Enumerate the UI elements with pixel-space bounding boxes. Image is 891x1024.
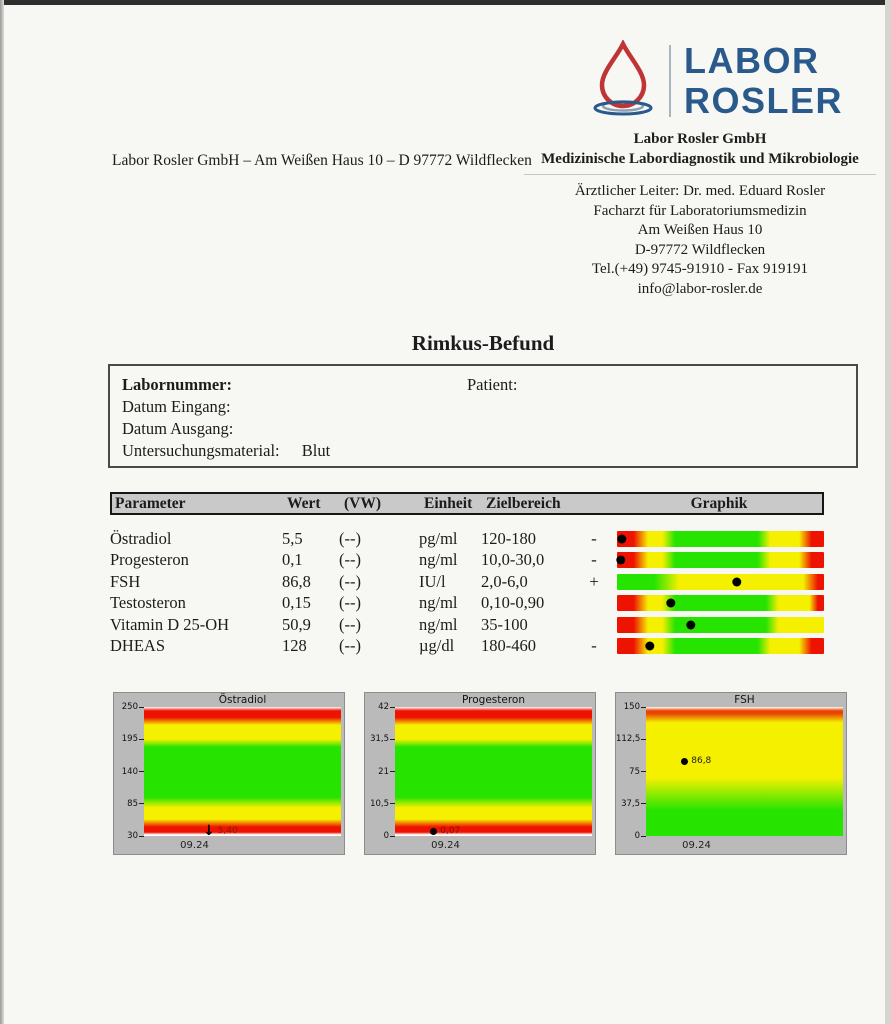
lab-header-divider bbox=[524, 174, 876, 175]
lab-specialty-line: Facharzt für Laboratoriumsmedizin bbox=[593, 202, 807, 219]
y-tick: 140 bbox=[114, 767, 144, 777]
vw-cell: (--) bbox=[339, 571, 361, 591]
trend-chart-panel bbox=[113, 692, 345, 855]
y-tick: 10,5 bbox=[365, 799, 395, 809]
blood-drop-icon bbox=[590, 40, 656, 121]
vw-cell: (--) bbox=[339, 636, 361, 656]
logo-line-1: LABOR bbox=[684, 39, 820, 81]
lab-subtitle: Medizinische Labordiagnostik und Mikrobiologie bbox=[541, 150, 859, 167]
chart-yticks bbox=[114, 702, 144, 841]
report-title: Rimkus-Befund bbox=[411, 331, 555, 355]
y-tick: 37,5 bbox=[616, 799, 646, 809]
result-marker-icon bbox=[645, 642, 654, 651]
chart-yticks bbox=[616, 702, 646, 841]
y-tick: 112,5 bbox=[616, 734, 646, 744]
material-label: Untersuchungsmaterial: bbox=[122, 441, 280, 460]
wert-cell: 5,5 bbox=[282, 528, 303, 548]
dot-marker-icon bbox=[430, 828, 437, 835]
table-row bbox=[110, 550, 824, 572]
logo-line-2: ROSLER bbox=[684, 79, 844, 121]
range-bar bbox=[617, 638, 824, 654]
header-graphik: Graphik bbox=[690, 494, 748, 512]
table-row bbox=[110, 571, 824, 593]
vw-cell: (--) bbox=[339, 614, 361, 634]
einheit-cell: ng/ml bbox=[419, 550, 458, 570]
header-wert: Wert bbox=[287, 494, 321, 512]
lab-director-line: Ärztlicher Leiter: Dr. med. Eduard Rosler bbox=[574, 183, 826, 199]
dot-marker-icon bbox=[681, 758, 688, 765]
table-row bbox=[110, 528, 824, 550]
zielbereich-cell: 0,10-0,90 bbox=[481, 593, 545, 613]
header-vw: (VW) bbox=[344, 494, 382, 512]
chart-yticks bbox=[365, 702, 395, 841]
header-zielbereich: Zielbereich bbox=[486, 494, 561, 512]
trend-charts-row bbox=[113, 692, 847, 855]
y-tick: 30 bbox=[114, 831, 144, 841]
einheit-cell: µg/dl bbox=[419, 636, 455, 656]
logo-wordmark bbox=[684, 41, 843, 121]
marker-value-label: 5,40 bbox=[217, 825, 238, 836]
chart-x-axis-label: 09.24 bbox=[682, 840, 711, 851]
table-row bbox=[110, 593, 824, 615]
labornummer-row bbox=[122, 374, 856, 396]
range-bar bbox=[617, 617, 824, 633]
logo-divider bbox=[669, 45, 671, 117]
zielbereich-cell: 180-460 bbox=[481, 636, 536, 656]
chart-marker bbox=[681, 756, 711, 766]
material-row bbox=[122, 440, 856, 462]
results-table-header bbox=[110, 492, 824, 515]
marker-value-label: 0,07 bbox=[440, 826, 461, 837]
flag-cell: + bbox=[589, 571, 599, 591]
sender-address-line: Labor Rosler GmbH – Am Weißen Haus 10 – D 97772 Wildflecken bbox=[112, 152, 532, 169]
lab-street-line: Am Weißen Haus 10 bbox=[637, 222, 763, 238]
result-marker-icon bbox=[666, 599, 675, 608]
chart-plot bbox=[395, 707, 592, 836]
range-bar bbox=[617, 552, 824, 568]
scan-edge-left bbox=[0, 0, 4, 1024]
chart-x-axis-label: 09.24 bbox=[431, 840, 460, 851]
zielbereich-cell: 10,0-30,0 bbox=[481, 550, 545, 570]
parameter-cell: DHEAS bbox=[110, 636, 166, 656]
result-marker-icon bbox=[616, 556, 625, 565]
parameter-cell: FSH bbox=[110, 571, 141, 591]
y-tick: 150 bbox=[616, 702, 646, 712]
lab-phone-line: Tel.(+49) 9745-91910 - Fax 919191 bbox=[591, 261, 809, 277]
vw-cell: (--) bbox=[339, 593, 361, 613]
zielbereich-cell: 2,0-6,0 bbox=[481, 571, 528, 591]
chart-title: Progesteron bbox=[462, 694, 525, 706]
y-tick: 250 bbox=[114, 702, 144, 712]
header-parameter: Parameter bbox=[115, 494, 186, 512]
result-marker-icon bbox=[732, 577, 741, 586]
zielbereich-cell: 120-180 bbox=[481, 528, 536, 548]
scan-edge-right bbox=[885, 0, 891, 1024]
y-tick: 21 bbox=[365, 767, 395, 777]
y-tick: 195 bbox=[114, 734, 144, 744]
flag-cell: - bbox=[591, 550, 597, 570]
lab-header-block bbox=[518, 130, 882, 299]
result-marker-icon bbox=[687, 620, 696, 629]
parameter-cell: Progesteron bbox=[110, 550, 189, 570]
trend-chart-panel bbox=[615, 692, 847, 855]
wert-cell: 0,1 bbox=[282, 550, 303, 570]
chart-plot bbox=[646, 707, 843, 836]
parameter-cell: Östradiol bbox=[110, 528, 172, 548]
wert-cell: 50,9 bbox=[282, 614, 311, 634]
y-tick: 42 bbox=[365, 702, 395, 712]
flag-cell: - bbox=[591, 636, 597, 656]
patient-label: Patient: bbox=[467, 375, 518, 394]
labor-rosler-logo bbox=[590, 40, 843, 121]
einheit-cell: IU/l bbox=[419, 571, 446, 591]
chart-marker bbox=[202, 822, 238, 839]
wert-cell: 0,15 bbox=[282, 593, 311, 613]
parameter-cell: Vitamin D 25-OH bbox=[110, 614, 230, 634]
y-tick: 0 bbox=[365, 831, 395, 841]
down-arrow-icon: ↓ bbox=[202, 822, 215, 839]
vw-cell: (--) bbox=[339, 528, 361, 548]
result-marker-icon bbox=[617, 534, 626, 543]
chart-plot bbox=[144, 707, 341, 839]
lab-name: Labor Rosler GmbH bbox=[633, 131, 767, 147]
vw-cell: (--) bbox=[339, 550, 361, 570]
trend-chart-panel bbox=[364, 692, 596, 855]
chart-title: FSH bbox=[734, 694, 755, 706]
datum-ausgang-row: Datum Ausgang: bbox=[122, 419, 234, 438]
y-tick: 75 bbox=[616, 767, 646, 777]
chart-title: Östradiol bbox=[218, 694, 267, 706]
datum-eingang-row: Datum Eingang: bbox=[122, 397, 231, 416]
einheit-cell: pg/ml bbox=[419, 528, 458, 548]
lab-city-line: D-97772 Wildflecken bbox=[634, 241, 766, 258]
wert-cell: 128 bbox=[282, 636, 307, 656]
chart-x-axis-label: 09.24 bbox=[180, 840, 209, 851]
marker-value-label: 86,8 bbox=[691, 756, 712, 767]
zielbereich-cell: 35-100 bbox=[481, 614, 528, 634]
header-einheit: Einheit bbox=[424, 494, 473, 512]
table-row bbox=[110, 636, 824, 658]
range-bar bbox=[617, 531, 824, 547]
labornummer-label: Labornummer: bbox=[122, 375, 232, 394]
chart-marker bbox=[430, 826, 460, 836]
y-tick: 85 bbox=[114, 799, 144, 809]
results-table-body bbox=[110, 528, 824, 657]
range-bar bbox=[617, 595, 824, 611]
patient-info-box bbox=[108, 364, 858, 468]
y-tick: 31,5 bbox=[365, 734, 395, 744]
parameter-cell: Testosteron bbox=[110, 593, 186, 613]
scan-edge-top bbox=[0, 0, 891, 5]
range-bar bbox=[617, 574, 824, 590]
material-value: Blut bbox=[301, 441, 331, 460]
einheit-cell: ng/ml bbox=[419, 593, 458, 613]
wert-cell: 86,8 bbox=[282, 571, 311, 591]
y-tick: 0 bbox=[616, 831, 646, 841]
table-row bbox=[110, 614, 824, 636]
lab-email-line: info@labor-rosler.de bbox=[637, 280, 763, 297]
einheit-cell: ng/ml bbox=[419, 614, 458, 634]
flag-cell: - bbox=[591, 528, 597, 548]
